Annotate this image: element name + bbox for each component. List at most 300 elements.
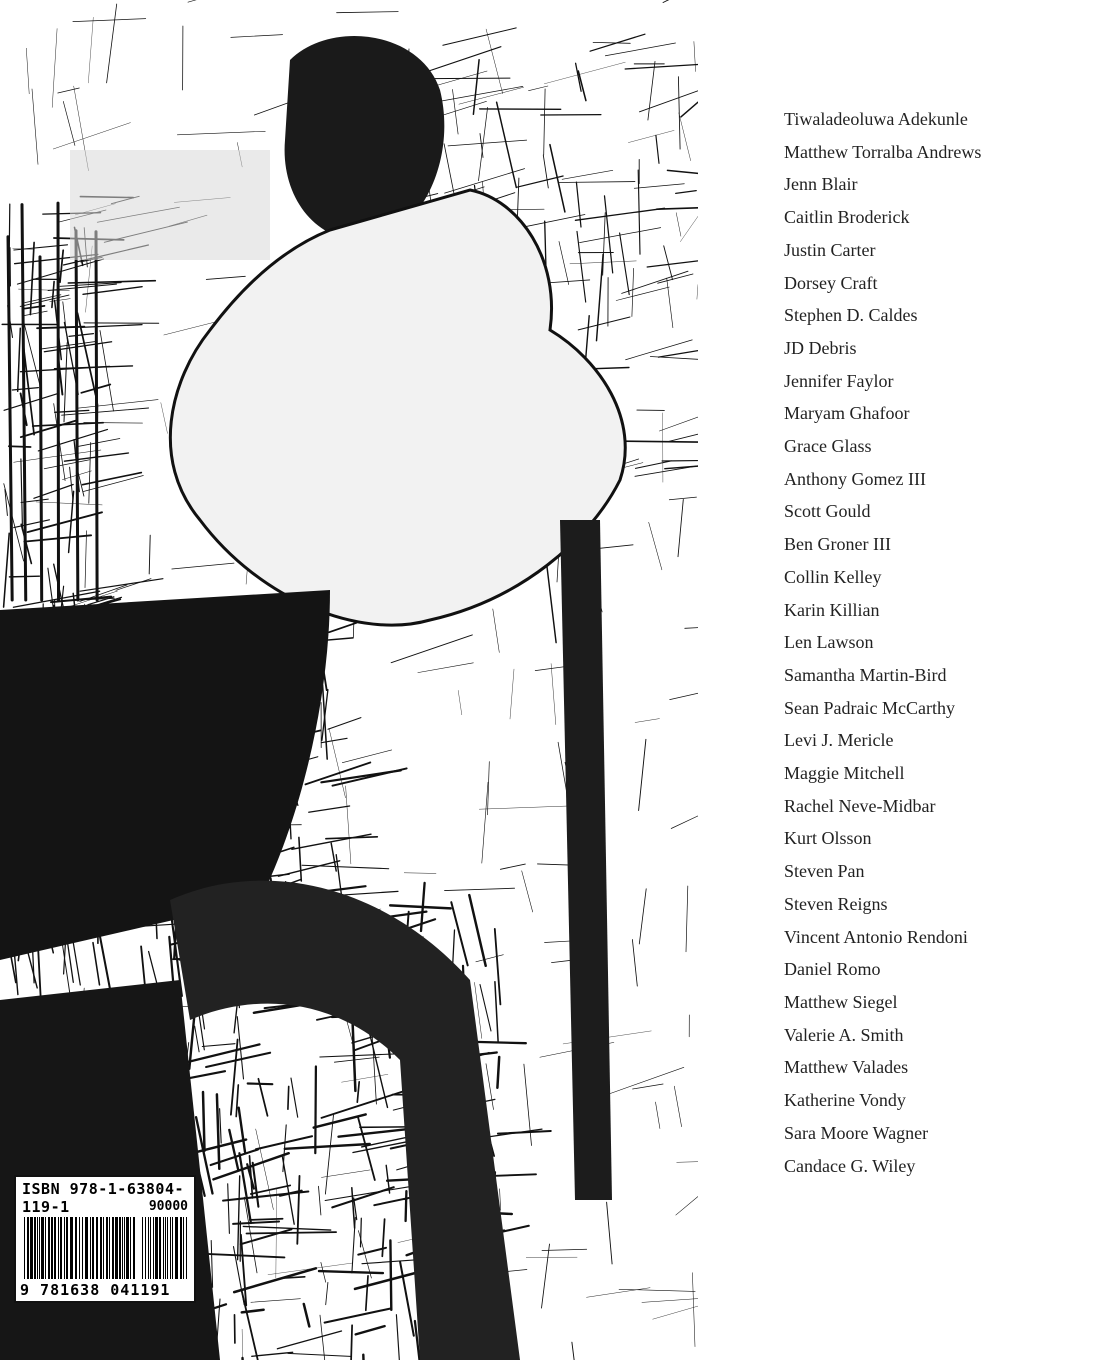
ink-hatch-stroke [283,1157,295,1224]
contributor-name: Sean Padraic McCarthy [784,697,955,718]
gray-panel [70,150,270,260]
ink-hatch-stroke [575,208,664,220]
isbn-barcode [14,1175,196,1303]
ink-hatch-stroke [679,113,691,161]
barcode-bar [119,1217,121,1279]
ink-hatch-stroke [149,535,150,574]
contributor-name: Maggie Mitchell [784,763,905,784]
ink-hatch-stroke [625,65,698,70]
ink-vertical-stroke [22,205,26,600]
barcode-bar [85,1217,88,1279]
barcode-bar [79,1217,80,1279]
ink-hatch-stroke [639,739,646,810]
ink-hatch-stroke [628,130,674,142]
ink-hatch-stroke [248,1084,273,1085]
ink-hatch-stroke [670,693,698,699]
ink-hatch-stroke [361,1218,362,1247]
ink-hatch-stroke [681,102,698,117]
ink-hatch-stroke [64,343,67,422]
ink-hatch-stroke [480,985,491,1032]
ink-hatch-stroke [356,1326,385,1334]
barcode-bar [39,1217,40,1279]
ink-hatch-stroke [578,317,630,330]
ink-hatch-stroke [438,86,523,101]
ean-digits-label: 9 781638 041191 [20,1281,171,1299]
barcode-bar [58,1217,59,1279]
ink-hatch-stroke [445,169,525,194]
ink-hatch-stroke [14,520,50,528]
ink-hatch-stroke [663,0,698,3]
barcode-bar [175,1217,178,1279]
barcode-bar [66,1217,68,1279]
ink-hatch-stroke [678,499,683,556]
ink-hatch-stroke [203,1092,205,1151]
ink-hatch-stroke [551,664,556,725]
barcode-bar [41,1217,44,1279]
contributor-name: Jenn Blair [784,174,858,195]
ink-hatch-stroke [342,750,391,763]
ink-hatch-stroke [607,1202,613,1264]
ink-hatch-stroke [366,1276,368,1311]
contributor-name: Scott Gould [784,501,871,522]
ink-hatch-stroke [633,1084,664,1089]
ink-hatch-stroke [69,334,93,337]
ink-hatch-stroke [321,1170,370,1178]
ink-hatch-stroke [299,837,301,881]
ink-hatch-stroke [251,1299,301,1303]
ink-hatch-stroke [325,1115,333,1194]
ink-hatch-stroke [78,313,96,395]
contributor-name: Collin Kelley [784,566,882,587]
ink-hatch-stroke [697,285,698,300]
ink-hatch-stroke [288,1087,289,1110]
ink-hatch-stroke [239,1153,251,1223]
ink-hatch-stroke [479,107,488,180]
ink-hatch-stroke [36,502,102,505]
ink-hatch-stroke [58,88,80,93]
ink-hatch-stroke [325,1309,391,1323]
ink-hatch-stroke [321,738,347,742]
barcode-bar [145,1217,146,1279]
ink-hatch-stroke [329,623,356,632]
ink-hatch-stroke [692,1273,695,1347]
ink-hatch-stroke [350,1325,352,1360]
ink-hatch-stroke [404,873,436,874]
barcode-bar [96,1217,98,1279]
contributor-name: Valerie A. Smith [784,1024,904,1045]
ink-hatch-stroke [622,271,688,293]
ink-hatch-stroke [319,1186,321,1215]
ink-hatch-stroke [656,1102,660,1128]
ink-hatch-stroke [544,89,545,155]
ink-hatch-stroke [624,441,699,442]
barcode-bar [170,1217,171,1279]
contributor-name: Katherine Vondy [784,1090,906,1111]
ink-hatch-stroke [85,531,87,588]
ink-hatch-stroke [545,221,546,265]
ink-hatch-stroke [616,287,669,300]
contributor-name: Vincent Antonio Rendoni [784,926,968,947]
ink-hatch-stroke [680,216,698,241]
barcode-bar [51,1217,53,1279]
ink-hatch-stroke [667,278,673,328]
ink-hatch-stroke [664,246,673,280]
ink-hatch-stroke [277,1331,341,1349]
contributor-name: Len Lawson [784,632,874,653]
ink-hatch-stroke [52,282,54,308]
ink-hatch-stroke [632,268,634,316]
ink-hatch-stroke [497,1057,499,1088]
ink-hatch-stroke [53,123,130,149]
ink-hatch-stroke [572,1342,576,1360]
ink-hatch-stroke [635,719,659,723]
ink-hatch-stroke [476,955,504,962]
ink-hatch-stroke [642,1299,698,1303]
ink-hatch-stroke [391,635,472,663]
ink-hatch-stroke [406,1191,407,1221]
barcode-bar [130,1217,131,1279]
ink-hatch-stroke [640,91,699,112]
barcode-bar [106,1217,108,1279]
ink-hatch-stroke [320,1054,398,1057]
ink-hatch-stroke [363,1355,364,1360]
ink-hatch-stroke [382,1219,384,1256]
ink-hatch-stroke [328,718,361,730]
ink-hatch-stroke [469,895,485,966]
ink-hatch-stroke [334,1057,379,1062]
ink-hatch-stroke [459,87,524,104]
ink-hatch-stroke [93,943,100,985]
ink-hatch-stroke [243,1226,330,1230]
contributor-name: Rachel Neve-Midbar [784,795,936,816]
contributor-name: Caitlin Broderick [784,207,910,228]
ink-hatch-stroke [372,1030,376,1104]
barcode-bar [60,1217,62,1279]
barcode-bar [112,1217,114,1279]
contributor-name: Justin Carter [784,239,876,260]
contributor-name: Jennifer Faylor [784,370,894,391]
barcode-bar [109,1217,110,1279]
ean-barcode-bars [24,1217,138,1279]
barcode-bar [153,1217,154,1279]
ink-hatch-stroke [309,806,350,812]
ink-hatch-stroke [650,357,698,360]
ink-hatch-stroke [546,558,556,642]
ink-hatch-stroke [659,417,698,431]
ink-hatch-stroke [632,940,637,987]
ink-hatch-stroke [238,1176,240,1260]
ink-hatch-stroke [620,233,630,295]
ink-hatch-stroke [418,663,474,673]
ink-hatch-stroke [510,669,514,719]
ink-hatch-stroke [239,1108,245,1152]
ink-hatch-stroke [188,0,266,2]
ink-hatch-stroke [686,886,688,952]
ink-hatch-stroke [524,1064,532,1145]
ink-hatch-stroke [635,466,698,477]
ink-hatch-stroke [544,62,625,84]
ink-hatch-stroke [685,628,698,629]
barcode-bar [103,1217,104,1279]
barcode-bar [186,1217,187,1279]
ink-hatch-stroke [63,101,75,145]
ink-hatch-stroke [195,1026,199,1052]
contributor-list [784,103,1084,1182]
ink-hatch-stroke [671,816,698,829]
ink-hatch-stroke [495,982,498,1042]
barcode-bar [172,1217,173,1279]
ink-hatch-stroke [421,47,501,74]
ink-hatch-stroke [4,484,24,561]
ink-hatch-stroke [326,1282,328,1304]
barcode-bar [54,1217,56,1279]
barcode-bar [126,1217,129,1279]
contributor-name: Ben Groner III [784,534,891,555]
barcode-bar [100,1217,102,1279]
ink-hatch-stroke [486,29,503,94]
ink-hatch-stroke [648,61,655,120]
ink-hatch-stroke [217,1094,219,1168]
ink-hatch-stroke [288,1353,350,1356]
ink-hatch-stroke [177,131,265,135]
ink-hatch-stroke [73,19,146,22]
ink-hatch-stroke [291,1078,298,1117]
ink-hatch-stroke [605,196,613,273]
ink-hatch-stroke [668,170,699,173]
contributor-name: JD Debris [784,337,857,358]
ink-hatch-stroke [24,311,47,316]
contributor-name: Stephen D. Caldes [784,305,918,326]
ink-hatch-stroke [676,213,681,237]
ink-hatch-stroke [396,1315,402,1360]
ink-hatch-stroke [26,48,29,94]
barcode-bar [92,1217,94,1279]
ink-hatch-stroke [231,35,283,38]
ink-hatch-stroke [172,563,234,569]
contributor-name: Maryam Ghafoor [784,403,910,424]
ink-hatch-stroke [241,1229,292,1244]
contributor-name: Sara Moore Wagner [784,1122,929,1143]
ink-hatch-stroke [20,295,69,306]
barcode-bar [37,1217,38,1279]
ink-hatch-stroke [315,1067,316,1154]
ink-hatch-stroke [55,410,89,412]
ink-hatch-stroke [285,1144,370,1149]
contributor-name: Matthew Valades [784,1057,909,1078]
ink-hatch-stroke [587,1288,651,1298]
ink-hatch-stroke [244,1197,257,1273]
barcode-bar [165,1217,166,1279]
ink-hatch-stroke [649,522,662,570]
ink-hatch-stroke [479,806,568,809]
ink-hatch-stroke [362,1260,417,1264]
ink-hatch-stroke [21,420,77,437]
ink-hatch-stroke [9,446,31,447]
ink-vertical-stroke [58,203,59,600]
barcode-bar [167,1217,168,1279]
ink-hatch-stroke [677,1162,698,1163]
barcode-bar [142,1217,143,1279]
ink-hatch-stroke [88,17,93,83]
ink-hatch-stroke [241,1290,259,1360]
ink-hatch-stroke [304,1304,310,1326]
ink-vertical-stroke [40,257,42,600]
ink-hatch-stroke [557,555,559,582]
contributor-name: Steven Pan [784,861,865,882]
ink-hatch-stroke [667,434,698,442]
ink-hatch-stroke [319,1271,383,1273]
ink-hatch-stroke [161,403,168,434]
ink-hatch-stroke [52,29,57,108]
barcode-bar [122,1217,123,1279]
barcode-bar [159,1217,161,1279]
ink-hatch-stroke [653,1306,698,1319]
ink-hatch-stroke [636,461,672,469]
ink-hatch-stroke [443,28,516,45]
barcode-bar [48,1217,50,1279]
isbn-label: ISBN 978-1-63804-119-1 [22,1180,185,1216]
contributor-name: Samantha Martin-Bird [784,664,947,685]
barcode-bar [75,1217,77,1279]
ink-hatch-stroke [32,89,38,164]
ink-hatch-stroke [605,43,675,56]
barcode-bar [64,1217,65,1279]
ink-hatch-stroke [497,102,517,187]
contributor-name: Matthew Siegel [784,991,898,1012]
ink-hatch-stroke [542,1244,550,1308]
ink-hatch-stroke [4,533,10,607]
ink-hatch-stroke [559,242,569,285]
ink-hatch-stroke [390,1241,391,1310]
barcode-bar [124,1217,125,1279]
ink-hatch-stroke [600,1067,684,1097]
ink-hatch-stroke [430,78,510,79]
barcode-bar [148,1217,149,1279]
barcode-bar [133,1217,135,1279]
ink-hatch-stroke [597,254,604,340]
barcode-bar [70,1217,73,1279]
ink-hatch-stroke [184,1044,259,1063]
barcode-bar [24,1217,25,1279]
ink-hatch-stroke [70,467,73,500]
ink-hatch-stroke [250,1219,283,1220]
barcode-bar [150,1217,151,1279]
ink-hatch-stroke [80,579,163,592]
barcode-bar [183,1217,184,1279]
ink-hatch-stroke [247,1232,337,1233]
ink-hatch-stroke [659,351,699,358]
ink-hatch-stroke [83,287,142,295]
ink-hatch-stroke [68,281,155,283]
ink-hatch-stroke [79,439,120,447]
ink-hatch-stroke [357,1082,359,1102]
contributor-name: Steven Reigns [784,893,888,914]
barcode-bar [180,1217,182,1279]
ink-hatch-stroke [486,1064,494,1110]
ink-hatch-stroke [522,871,533,912]
ink-hatch-stroke [482,782,488,863]
contributor-name: Daniel Romo [784,959,881,980]
contributor-name: Anthony Gomez III [784,468,926,489]
contributor-name: Grace Glass [784,436,872,457]
ink-hatch-stroke [639,889,646,944]
chair-back [560,520,612,1200]
ink-hatch-stroke [81,325,142,328]
floor-shadow [0,980,220,1360]
ink-hatch-stroke [220,1109,222,1143]
ink-hatch-stroke [676,191,697,194]
ink-hatch-stroke [445,888,515,890]
ink-hatch-stroke [325,1186,413,1200]
ink-hatch-stroke [390,905,451,908]
barcode-bar [27,1217,29,1279]
contributor-name: Dorsey Craft [784,272,878,293]
contributor-name: Matthew Torralba Andrews [784,141,982,162]
ink-hatch-stroke [558,182,635,183]
ink-hatch-stroke [21,459,23,530]
ink-hatch-stroke [297,1176,299,1244]
ink-hatch-stroke [500,864,525,869]
ink-hatch-stroke [236,1085,238,1117]
price-code-label: 90000 [148,1199,188,1214]
ink-hatch-stroke [473,60,479,115]
ink-vertical-stroke [96,232,97,600]
ink-hatch-stroke [346,786,351,864]
contributor-name: Karin Killian [784,599,880,620]
ink-hatch-stroke [337,12,399,13]
ink-hatch-stroke [656,135,659,163]
ink-hatch-stroke [493,609,500,653]
ink-hatch-stroke [619,1289,695,1291]
ink-hatch-stroke [252,1352,293,1356]
ink-hatch-stroke [674,1086,681,1127]
ink-hatch-stroke [228,1184,230,1234]
ink-hatch-stroke [543,155,548,188]
ink-hatch-stroke [189,1071,225,1078]
ink-hatch-stroke [676,1197,698,1216]
contributor-name: Candace G. Wiley [784,1155,916,1176]
ink-hatch-stroke [234,1268,316,1292]
ink-hatch-stroke [12,388,38,390]
contributor-name: Levi J. Mericle [784,730,894,751]
barcode-bar [155,1217,158,1279]
ink-hatch-stroke [60,250,63,282]
barcode-bar [115,1217,118,1279]
ink-hatch-stroke [634,184,684,189]
barcode-bar [163,1217,164,1279]
ink-vertical-stroke [76,231,78,600]
barcode-bar [90,1217,91,1279]
ink-hatch-stroke [694,42,696,72]
ink-hatch-stroke [647,261,698,267]
ink-hatch-stroke [448,140,527,146]
ink-hatch-stroke [593,42,630,43]
ink-hatch-stroke [352,1188,355,1228]
ink-hatch-stroke [242,1310,264,1313]
ink-hatch-stroke [18,328,21,391]
barcode-bar [30,1217,33,1279]
contributor-name: Kurt Olsson [784,828,872,849]
barcode-bar [82,1217,83,1279]
ink-hatch-stroke [242,1329,243,1360]
barcode-bar [34,1217,36,1279]
addon-barcode-bars [142,1217,190,1279]
ink-hatch-stroke [603,213,606,276]
ink-hatch-stroke [545,941,572,943]
barcode-bar [45,1217,46,1279]
ink-hatch-stroke [458,690,462,714]
ink-hatch-stroke [107,4,117,83]
